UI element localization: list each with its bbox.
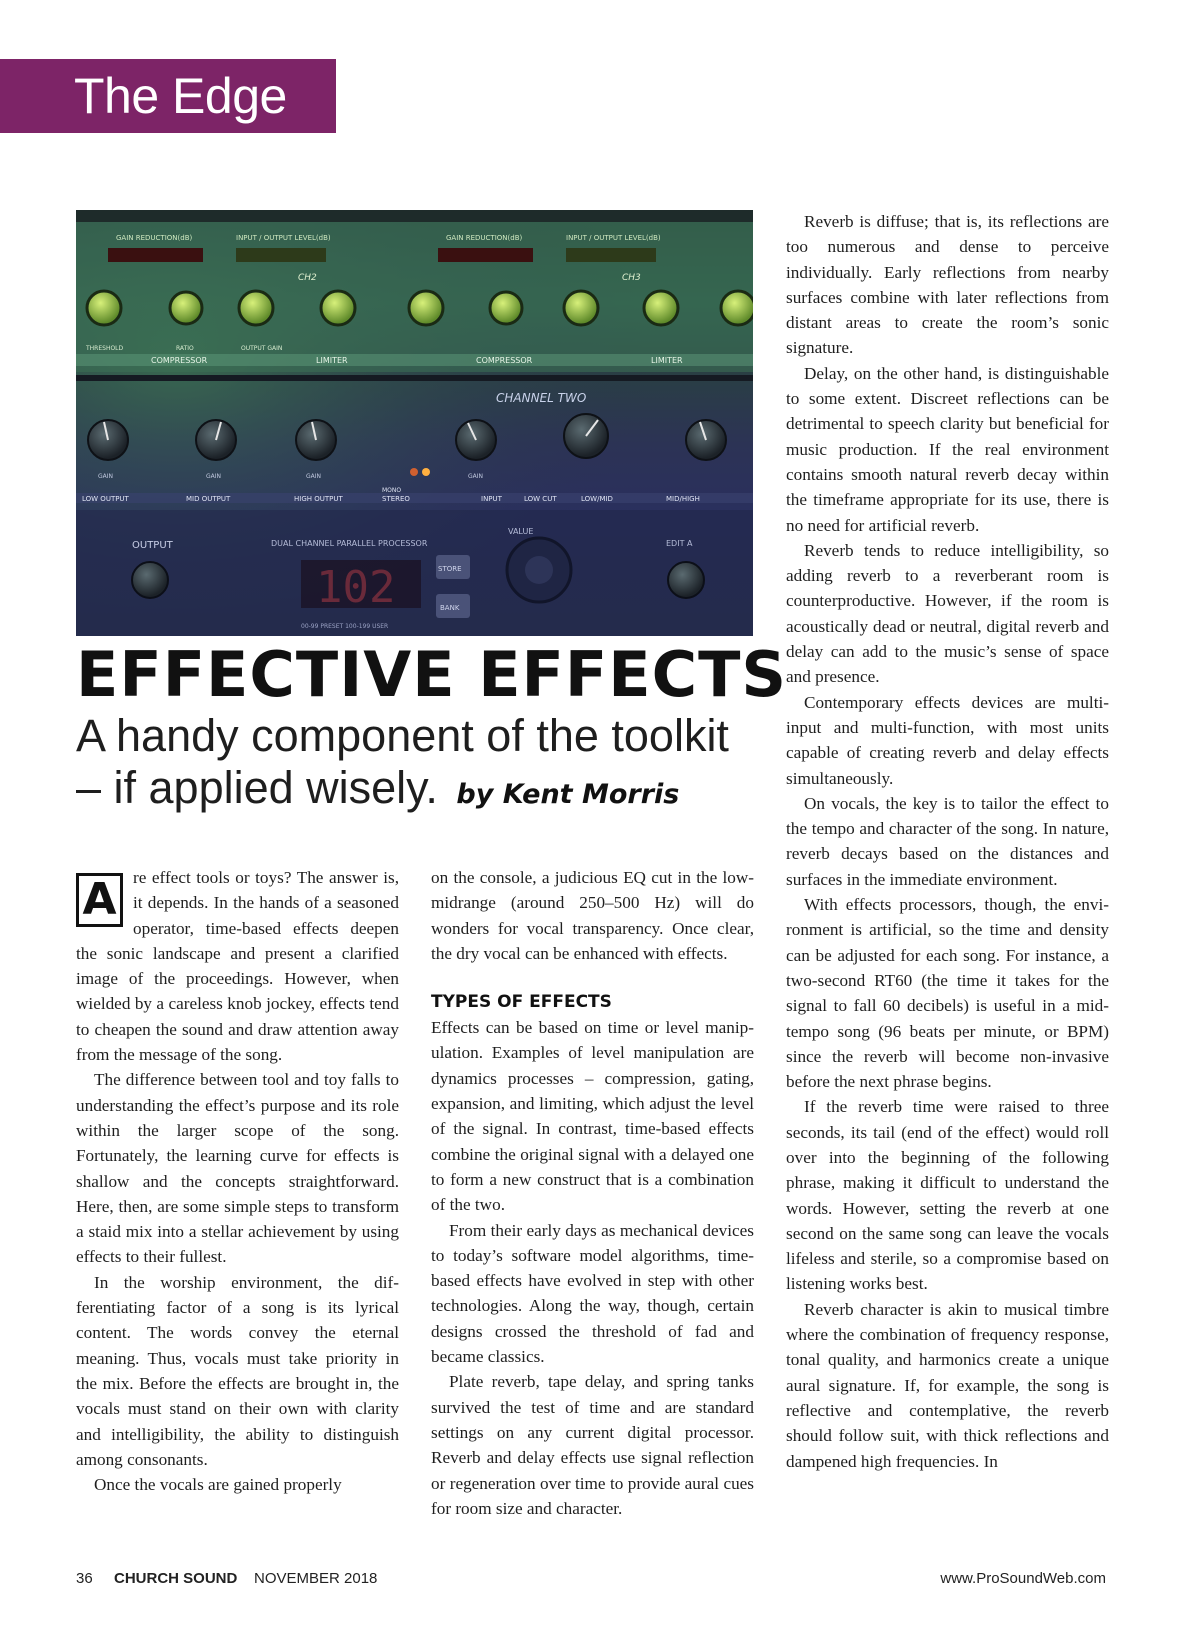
label-mid-high: MID/HIGH [666,495,700,503]
column-2 [431,865,754,1521]
paragraph-13: On vocals, the key is to tailor the effect to the tempo and character of the song. In nature, reverb decays based on the distances and surfaces in the immediate environment. [786,793,1109,889]
label-ch3: CH3 [622,273,641,283]
section-banner: The Edge [0,59,336,133]
paragraph-1-text: re effect tools or toys? The answer is, it depends. In the hands of a seasoned operator, time-based effects deepen the sonic landscape and present a clarified image of the proceedings. However, when wielded by a careless knob jockey, effects tend to cheapen the sound and draw attention away from the message of the song. [76,868,399,1065]
drop-cap: A [76,873,123,927]
column-1 [76,865,399,1497]
label-mono: MONO [382,487,402,494]
paragraph-15: If the reverb time were raised to three seconds, its tail (end of the effect) would roll over into the beginning of the following phrase, making it difficult to understand the words. However, setting the reverb at one second on the same song can leave the vocals lifeless and sterile, so a compromise based on listening works best. [786,1097,1109,1294]
page-footer [76,1570,1106,1592]
preset-display: 102 [316,562,396,613]
label-stereo: STEREO [382,495,410,503]
label-low-cut: LOW CUT [524,495,557,503]
byline: by Kent Morris [456,779,680,810]
paragraph-11: Reverb tends to reduce intelligibility, so adding reverb to a reverberant room is counterproductive. However, if the room is acoustically dead or neutral, digital reverb and delay can add to the music’s sense of space and presence. [786,540,1109,687]
paragraph-12: Contemporary effects devices are multi-input and multi-function, with most units capable of creating reverb and delay effects simultaneously. [786,692,1109,788]
label-processor-name: DUAL CHANNEL PARALLEL PROCESSOR [271,539,428,548]
paragraph-2: The difference between tool and toy falls to understanding the effect’s purpose and its role within the larger scope of the song. Fortunately, the learning curve for effects is shallow and the concepts straightforward. Here, then, are some simple steps to transform a staid mix into a stellar achievement by using effects to their fullest. [76,1070,399,1267]
label-mid-output: MID OUTPUT [186,495,231,503]
label-gain-1: GAIN [98,473,114,480]
store-label: STORE [438,565,462,573]
bank-label: BANK [440,604,460,612]
label-compressor: COMPRESSOR [151,356,208,365]
console-illustration [76,210,753,636]
subhead-types-of-effects: TYPES OF EFFECTS [431,992,612,1013]
column-3 [786,209,1109,1474]
label-gain-2: GAIN [206,473,222,480]
paragraph-1 [76,865,399,1067]
label-low-output: LOW OUTPUT [82,495,129,503]
label-gain-3: GAIN [306,473,322,480]
publication-name: CHURCH SOUND [114,1570,238,1587]
label-gain-reduction-2: GAIN REDUCTION(dB) [446,234,523,242]
label-threshold: THRESHOLD [86,345,124,352]
label-ratio: RATIO [176,345,194,352]
paragraph-9: Reverb is diffuse; that is, its reflections are too numerous and dense to perceive individually. Early reflections from nearby surfaces combine with later reflections from distant areas to create the room’s sonic signature. [786,212,1109,358]
paragraph-7: From their early days as mechanical devices to today’s software model algorithms, time-based effects have evolved in step with other technologies. Along the way, though, certain designs crossed the threshold of fad and became classics. [431,1220,754,1367]
paragraph-10: Delay, on the other hand, is distinguishable to some extent. Discreet reflections can be detrimental to speech clarity but beneficial for music production. If the real environment contains smooth natural reverb decay within the timeframe appropriate for its use, there is no need for artificial reverb. [786,363,1109,535]
deck-text: A handy component of the toolkit – if applied wisely. [76,710,729,813]
paragraph-14: With effects processors, though, the environment is artificial, so the time and density can be adjusted for each song. For instance, a two-second RT60 (the time it takes for the signal to fall 60 decibels) is useful in a mid-tempo song (96 beats per minute, or BPM) since the reverb will become non-invasive before the next phrase begins. [786,895,1109,1092]
label-edit-a: EDIT A [666,539,693,548]
article-headline: EFFECTIVE EFFECTS [76,638,788,711]
paragraph-16: Reverb character is akin to musical timbre where the combination of frequency response, tonal quality, and harmonics create a unique aural signature. If, for example, the song is reflective and contemplative, the reverb should follow suit, with thick reflections and dampened high frequencies. In [786,1299,1109,1471]
label-output-gain: OUTPUT GAIN [241,345,283,352]
label-compressor-2: COMPRESSOR [476,356,533,365]
issue-date: NOVEMBER 2018 [254,1570,378,1587]
paragraph-8: Plate reverb, tape delay, and spring tanks survived the test of time and are standard settings on any current digital processor. Reverb and delay effects use signal reflection or regeneration over time to provide aural cues for room size and character. [431,1372,754,1518]
label-ch2: CH2 [298,273,317,283]
label-channel-two: CHANNEL TWO [496,391,587,405]
label-io-level: INPUT / OUTPUT LEVEL(dB) [236,234,331,242]
page-number: 36 [76,1570,93,1587]
label-low-mid: LOW/MID [581,495,613,503]
website-link[interactable]: www.ProSoundWeb.com [940,1570,1106,1587]
label-high-output: HIGH OUTPUT [294,495,343,503]
label-output: OUTPUT [132,540,173,551]
paragraph-4: Once the vocals are gained properly [94,1475,342,1495]
compressor-knobs [87,291,753,325]
label-value: VALUE [508,527,534,536]
label-io-level-2: INPUT / OUTPUT LEVEL(dB) [566,234,661,242]
label-input: INPUT [481,495,502,503]
paragraph-5: on the console, a judicious EQ cut in the low-midrange (around 250–500 Hz) will do wonders for vocal transparency. Once clear, the dry vocal can be enhanced with effects. [431,868,754,963]
paragraph-6: Effects can be based on time or level manipulation. Examples of level manipulation are dynamics processes – compression, gating, expansion, and limiting, which adjust the level of the signal. In contrast, time-based effects combine the original signal with a delayed one to form a new construct that is a combination of the two. [431,1018,754,1215]
paragraph-3: In the worship environment, the differentiating factor of a song is its lyrical content. The words convey the eternal meaning. Thus, vocals must take priority in the mix. Before the effects are brought in, the vocals must stand on their own with clarity and intelligibility, the ability to distinguish among consonants. [76,1272,399,1469]
label-presets: 00-99 PRESET 100-199 USER [301,623,389,630]
hero-image [76,210,753,636]
article-deck [76,710,766,821]
label-gain-reduction: GAIN REDUCTION(dB) [116,234,193,242]
label-limiter: LIMITER [316,356,348,365]
label-limiter-2: LIMITER [651,356,683,365]
label-gain-4: GAIN [468,473,484,480]
